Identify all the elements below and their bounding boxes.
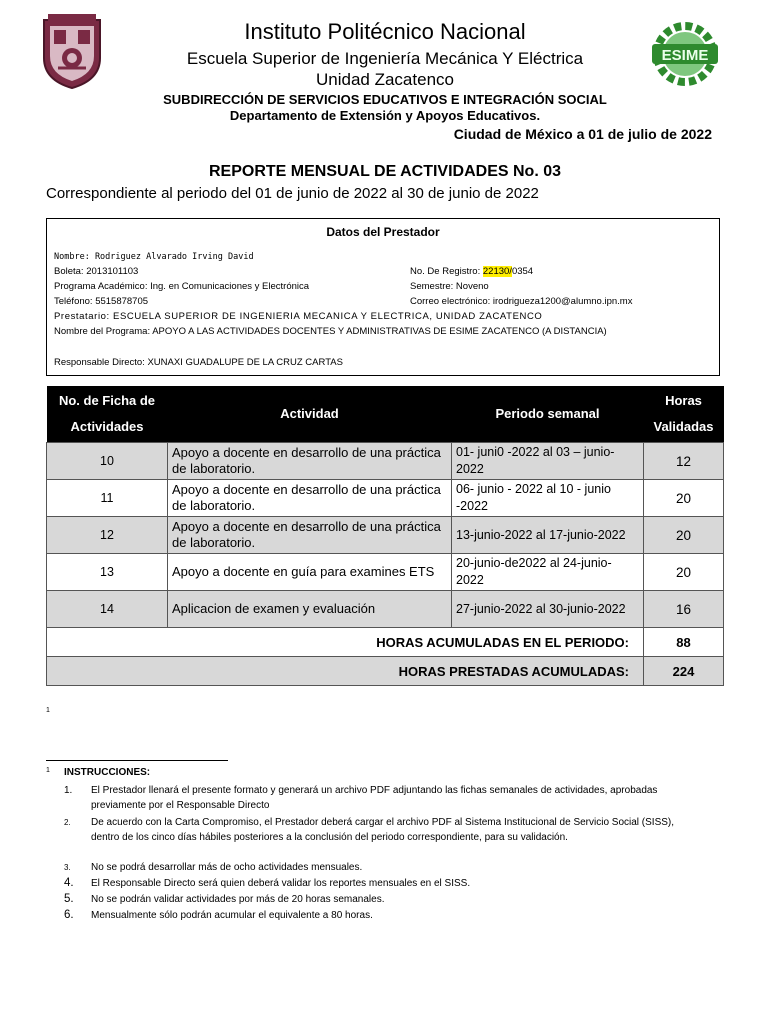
actividad-cell: Apoyo a docente en desarrollo de una práctica de laboratorio.: [168, 517, 452, 554]
datos-title: Datos del Prestador: [326, 225, 440, 239]
registro-field: [410, 265, 533, 279]
instruction-text: No se podrá desarrollar más de ocho actividades mensuales.: [91, 862, 363, 873]
ficha-cell: 14: [47, 591, 168, 628]
total-accum-value: 224: [644, 657, 724, 686]
table-row: [47, 591, 724, 628]
total-period-row: [47, 628, 724, 657]
horas-cell: 20: [644, 554, 724, 591]
unit-name: Unidad Zacatenco: [316, 70, 454, 89]
actividad-cell: Aplicacion de examen y evaluación: [168, 591, 452, 628]
activities-table: [46, 386, 724, 686]
table-row: [47, 480, 724, 517]
registro-rest: 0354: [511, 266, 534, 277]
ipn-crest-icon: [40, 14, 104, 90]
total-period-value: 88: [644, 628, 724, 657]
prestatario-field: Prestatario: ESCUELA SUPERIOR DE INGENIERIA MECANICA Y ELECTRICA, UNIDAD ZACATENCO: [54, 311, 543, 322]
registro-highlight: 22130/: [482, 266, 512, 277]
institution-name: Instituto Politécnico Nacional: [244, 19, 526, 44]
total-period-label: HORAS ACUMULADAS EN EL PERIODO:: [47, 628, 644, 657]
semestre-field: Semestre: Noveno: [410, 281, 489, 292]
footnote-marker: 1: [46, 767, 50, 774]
report-period: Correspondiente al periodo del 01 de junio de 2022 al 30 de junio de 2022: [46, 185, 539, 202]
footnote-reference: 1: [46, 707, 50, 714]
programa-field: Nombre del Programa: APOYO A LAS ACTIVIDADES DOCENTES Y ADMINISTRATIVAS DE ESIME ZACATENCO (A DISTANCIA): [54, 326, 607, 337]
department-name: Departamento de Extensión y Apoyos Educativos.: [229, 108, 541, 123]
instruction-item: [64, 860, 704, 875]
ficha-cell: 12: [47, 517, 168, 554]
registro-label: No. De Registro:: [410, 266, 483, 277]
instruction-number: 6.: [64, 909, 74, 921]
total-accum-row: [47, 657, 724, 686]
instruction-item: [64, 783, 704, 813]
instruction-text: Mensualmente sólo podrán acumular el equivalente a 80 horas.: [91, 910, 373, 921]
instruction-number: 2.: [64, 818, 71, 827]
instruction-number: 1.: [64, 785, 73, 796]
header-periodo: Periodo semanal: [452, 386, 644, 443]
table-row: [47, 517, 724, 554]
boleta-field: Boleta: 2013101103: [54, 266, 139, 277]
periodo-cell: 01- juni0 -2022 al 03 – junio- 2022: [452, 443, 644, 480]
date-line: Ciudad de México a 01 de julio de 2022: [453, 126, 712, 142]
ficha-cell: 10: [47, 443, 168, 480]
actividad-cell: Apoyo a docente en guía para examines ETS: [168, 554, 452, 591]
horas-cell: 20: [644, 480, 724, 517]
table-header-row: [47, 386, 724, 443]
horas-cell: 20: [644, 517, 724, 554]
instruction-number: 4.: [64, 877, 74, 889]
actividad-cell: Apoyo a docente en desarrollo de una práctica de laboratorio.: [168, 443, 452, 480]
footnote-divider: [46, 760, 228, 761]
horas-cell: 16: [644, 591, 724, 628]
instruction-item: [64, 876, 704, 891]
instruction-item: [64, 892, 704, 907]
instruction-text: El Responsable Directo será quien deberá validar los reportes mensuales en el SISS.: [91, 878, 471, 889]
actividad-cell: Apoyo a docente en desarrollo de una práctica de laboratorio.: [168, 480, 452, 517]
school-name: Escuela Superior de Ingeniería Mecánica Y Eléctrica: [186, 49, 584, 68]
correo-field: Correo electrónico: irodrigueza1200@alumno.ipn.mx: [410, 296, 633, 307]
periodo-cell: 13-junio-2022 al 17-junio-2022: [452, 517, 644, 554]
instruction-text: De acuerdo con la Carta Compromiso, el Prestador deberá cargar el archivo PDF al Sistema Institucional de Servicio Social (SISS), dentro de los cinco días hábiles posteriores a la conclusión del periodo correspondiente, para su validación.: [91, 817, 675, 843]
programa-academico-field: Programa Académico: Ing. en Comunicaciones y Electrónica: [54, 281, 310, 292]
periodo-cell: 06- junio - 2022 al 10 - junio -2022: [452, 480, 644, 517]
table-row: [47, 443, 724, 480]
table-row: [47, 554, 724, 591]
periodo-cell: 20-junio-de2022 al 24-junio-2022: [452, 554, 644, 591]
header-actividad: Actividad: [168, 386, 452, 443]
instruction-number: 3.: [64, 863, 71, 872]
ficha-cell: 11: [47, 480, 168, 517]
periodo-cell: 27-junio-2022 al 30-junio-2022: [452, 591, 644, 628]
report-title: REPORTE MENSUAL DE ACTIVIDADES No. 03: [208, 163, 562, 180]
instruction-text: El Prestador llenará el presente formato y generará un archivo PDF adjuntando las fichas semanales de actividades, aprobadas previamente por el Responsable Directo: [91, 785, 658, 811]
esime-gear-logo-icon: [648, 22, 722, 86]
subdirection-name: SUBDIRECCIÓN DE SERVICIOS EDUCATIVOS E INTEGRACIÓN SOCIAL: [163, 92, 607, 107]
instruction-item: [64, 815, 704, 845]
horas-cell: 12: [644, 443, 724, 480]
instructions-title: INSTRUCCIONES:: [64, 767, 151, 778]
svg-text:ESIME: ESIME: [661, 47, 709, 64]
ficha-cell: 13: [47, 554, 168, 591]
instruction-number: 5.: [64, 893, 74, 905]
header-ficha: No. de Ficha de Actividades: [47, 386, 168, 443]
instruction-item: [64, 908, 704, 923]
header-horas: Horas Validadas: [644, 386, 724, 443]
datos-prestador-box: [46, 218, 720, 376]
instruction-text: No se podrán validar actividades por más de 20 horas semanales.: [91, 894, 385, 905]
responsable-field: Responsable Directo: XUNAXI GUADALUPE DE LA CRUZ CARTAS: [54, 357, 343, 368]
telefono-field: Teléfono: 5515878705: [54, 296, 149, 307]
nombre-field: Nombre: Rodriguez Alvarado Irving David: [54, 252, 254, 262]
total-accum-label: HORAS PRESTADAS ACUMULADAS:: [47, 657, 644, 686]
